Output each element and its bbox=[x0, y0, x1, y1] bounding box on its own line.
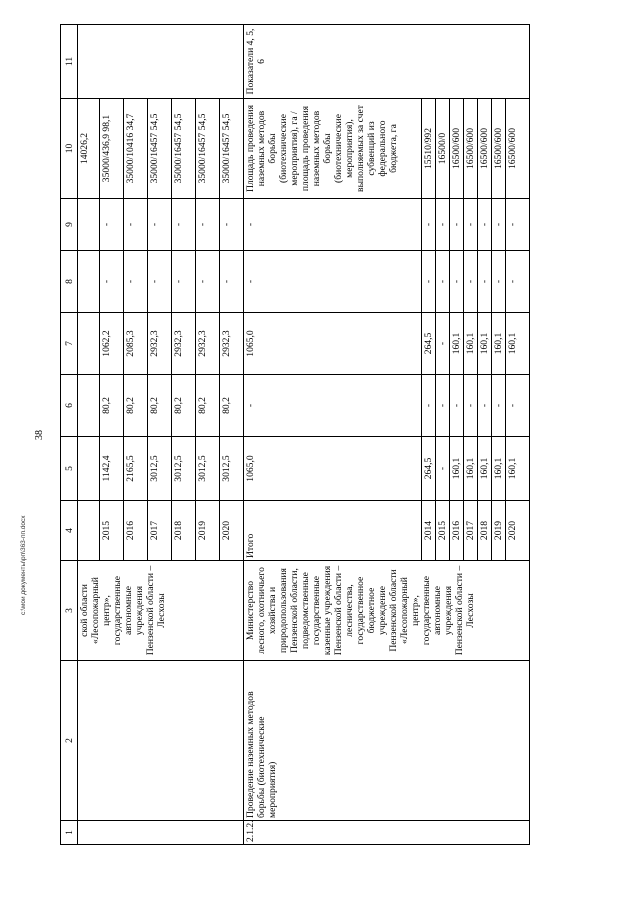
column-number-row bbox=[61, 25, 78, 845]
col-header: 5 bbox=[61, 437, 78, 501]
cell-indicator: 15510/992 bbox=[422, 99, 436, 199]
file-path-footer: c:\мои документы\рп\363-пп.docx bbox=[20, 515, 27, 615]
cell-value: 3012,5 bbox=[196, 437, 220, 501]
cell-value: 160,1 bbox=[464, 437, 478, 501]
cell-value: - bbox=[450, 251, 464, 313]
cell-value: - bbox=[220, 199, 244, 251]
cell-indicator: 16500/600 bbox=[450, 99, 464, 199]
cell-value bbox=[78, 437, 100, 501]
cell-value: - bbox=[172, 251, 196, 313]
cell-value: 2165,5 bbox=[124, 437, 148, 501]
cell-year bbox=[78, 501, 100, 561]
cell-year: 2019 bbox=[196, 501, 220, 561]
cell-value: 2932,3 bbox=[172, 313, 196, 375]
cell-num: 2.1.2. bbox=[244, 821, 530, 845]
cell-value: - bbox=[450, 199, 464, 251]
cell-indicator: 35000/16457 54,5 bbox=[172, 99, 196, 199]
cell-indicator: 35000/16457 54,5 bbox=[220, 99, 244, 199]
cell-year: 2018 bbox=[172, 501, 196, 561]
cell-value: 3012,5 bbox=[172, 437, 196, 501]
cell-value: 1065,0 bbox=[244, 437, 422, 501]
col-header: 7 bbox=[61, 313, 78, 375]
cell-indicator: 35000/10416 34,7 bbox=[124, 99, 148, 199]
cell-year: 2017 bbox=[464, 501, 478, 561]
table-row bbox=[78, 25, 100, 845]
cell-value: - bbox=[100, 251, 124, 313]
col-header: 1 bbox=[61, 821, 78, 845]
cell-indicator: Площадь проведения наземных методов борьбы (биотехнические мероприятия), га / площадь проведения наземных методов борьбы (биотехнические мероприятия), выполняемых за счет субвенций из федерального бюджета, га bbox=[244, 99, 422, 199]
cell-indicator: 35000/436,9 98,1 bbox=[100, 99, 124, 199]
cell-name: Проведение наземных методов борьбы (биотехнические мероприятия) bbox=[244, 661, 530, 821]
cell-value: - bbox=[244, 251, 422, 313]
col-header: 6 bbox=[61, 375, 78, 437]
cell-value: - bbox=[478, 375, 492, 437]
cell-indicator: 16500/600 bbox=[478, 99, 492, 199]
cell-executor: Министерство лесного, охотничьего хозяйства и природопользования Пензенской области, подведомственные государственные казенные учреждения Пензенской области – лесничества, государственное бюджетное учреждение Пензенской области «Лесопожарный центр», государственные автономные учреждения Пензенской области – Лесхозы bbox=[244, 561, 530, 661]
cell-executor: ской области «Лесопожарный центр», государственные автономные учреждения Пензенской области – Лесхозы bbox=[78, 561, 244, 661]
cell-value: 160,1 bbox=[450, 437, 464, 501]
cell-indicator: 16500/600 bbox=[464, 99, 478, 199]
cell-value: - bbox=[148, 199, 172, 251]
cell-value: - bbox=[124, 199, 148, 251]
cell-value: 1065,0 bbox=[244, 313, 422, 375]
cell-value: 2932,3 bbox=[196, 313, 220, 375]
cell-value: 160,1 bbox=[450, 313, 464, 375]
cell-value: 80,2 bbox=[220, 375, 244, 437]
cell-value: 160,1 bbox=[506, 437, 530, 501]
cell-value: - bbox=[196, 251, 220, 313]
cell-value: 160,1 bbox=[506, 313, 530, 375]
cell-value: - bbox=[478, 251, 492, 313]
cell-note bbox=[78, 25, 244, 99]
cell-year: 2020 bbox=[220, 501, 244, 561]
cell-num bbox=[78, 821, 244, 845]
cell-value: 264,5 bbox=[422, 313, 436, 375]
cell-value: - bbox=[422, 375, 436, 437]
cell-value bbox=[78, 199, 100, 251]
cell-value: 3012,5 bbox=[220, 437, 244, 501]
cell-value: - bbox=[506, 251, 530, 313]
cell-value: - bbox=[244, 375, 422, 437]
cell-value: - bbox=[492, 199, 506, 251]
cell-value: 80,2 bbox=[100, 375, 124, 437]
cell-value: 2932,3 bbox=[148, 313, 172, 375]
cell-year: 2018 bbox=[478, 501, 492, 561]
cell-value: - bbox=[478, 199, 492, 251]
col-header: 2 bbox=[61, 661, 78, 821]
cell-value: - bbox=[422, 251, 436, 313]
cell-value bbox=[78, 313, 100, 375]
cell-value: - bbox=[464, 199, 478, 251]
cell-value: - bbox=[124, 251, 148, 313]
cell-value: 80,2 bbox=[148, 375, 172, 437]
cell-value: - bbox=[464, 251, 478, 313]
cell-year: 2016 bbox=[450, 501, 464, 561]
col-header: 8 bbox=[61, 251, 78, 313]
cell-value: 80,2 bbox=[124, 375, 148, 437]
cell-value: - bbox=[436, 199, 450, 251]
cell-indicator: 35000/16457 54,5 bbox=[196, 99, 220, 199]
cell-value: - bbox=[220, 251, 244, 313]
col-header: 9 bbox=[61, 199, 78, 251]
cell-value: 160,1 bbox=[492, 313, 506, 375]
cell-value: - bbox=[244, 199, 422, 251]
col-header: 11 bbox=[61, 25, 78, 99]
cell-value: - bbox=[450, 375, 464, 437]
cell-value: - bbox=[436, 313, 450, 375]
cell-indicator: 35000/16457 54,5 bbox=[148, 99, 172, 199]
cell-value: - bbox=[492, 251, 506, 313]
rotated-table-area bbox=[34, 25, 590, 845]
cell-value: - bbox=[464, 375, 478, 437]
cell-value: 160,1 bbox=[464, 313, 478, 375]
cell-value: 1062,2 bbox=[100, 313, 124, 375]
cell-value: - bbox=[506, 199, 530, 251]
cell-year: Итого bbox=[244, 501, 422, 561]
cell-year: 2016 bbox=[124, 501, 148, 561]
cell-indicator: 14026,2 bbox=[78, 99, 100, 199]
cell-value: - bbox=[506, 375, 530, 437]
col-header: 4 bbox=[61, 501, 78, 561]
cell-value: - bbox=[436, 375, 450, 437]
cell-year: 2019 bbox=[492, 501, 506, 561]
cell-value bbox=[78, 375, 100, 437]
cell-value: 160,1 bbox=[492, 437, 506, 501]
cell-value: - bbox=[196, 199, 220, 251]
col-header: 3 bbox=[61, 561, 78, 661]
cell-note: Показатели 4, 5, 6 bbox=[244, 25, 530, 99]
cell-year: 2014 bbox=[422, 501, 436, 561]
cell-value: 2932,3 bbox=[220, 313, 244, 375]
cell-value: - bbox=[436, 251, 450, 313]
cell-value: - bbox=[148, 251, 172, 313]
cell-value bbox=[78, 251, 100, 313]
cell-year: 2020 bbox=[506, 501, 530, 561]
cell-value: - bbox=[172, 199, 196, 251]
cell-indicator: 16500/600 bbox=[506, 99, 530, 199]
cell-value: 2085,3 bbox=[124, 313, 148, 375]
cell-name bbox=[78, 661, 244, 821]
cell-value: - bbox=[436, 437, 450, 501]
page-number: 38 bbox=[34, 430, 45, 440]
cell-value: 80,2 bbox=[172, 375, 196, 437]
cell-indicator: 16500/600 bbox=[492, 99, 506, 199]
cell-value: 160,1 bbox=[478, 313, 492, 375]
cell-value: 3012,5 bbox=[148, 437, 172, 501]
cell-indicator: 16500/0 bbox=[436, 99, 450, 199]
col-header: 10 bbox=[61, 99, 78, 199]
table-row bbox=[244, 25, 422, 845]
cell-value: 80,2 bbox=[196, 375, 220, 437]
cell-value: 160,1 bbox=[478, 437, 492, 501]
program-activities-table bbox=[60, 24, 530, 845]
cell-value: - bbox=[492, 375, 506, 437]
cell-value: - bbox=[422, 199, 436, 251]
cell-year: 2017 bbox=[148, 501, 172, 561]
cell-value: - bbox=[100, 199, 124, 251]
cell-value: 264,5 bbox=[422, 437, 436, 501]
cell-value: 1142,4 bbox=[100, 437, 124, 501]
cell-year: 2015 bbox=[436, 501, 450, 561]
cell-year: 2015 bbox=[100, 501, 124, 561]
